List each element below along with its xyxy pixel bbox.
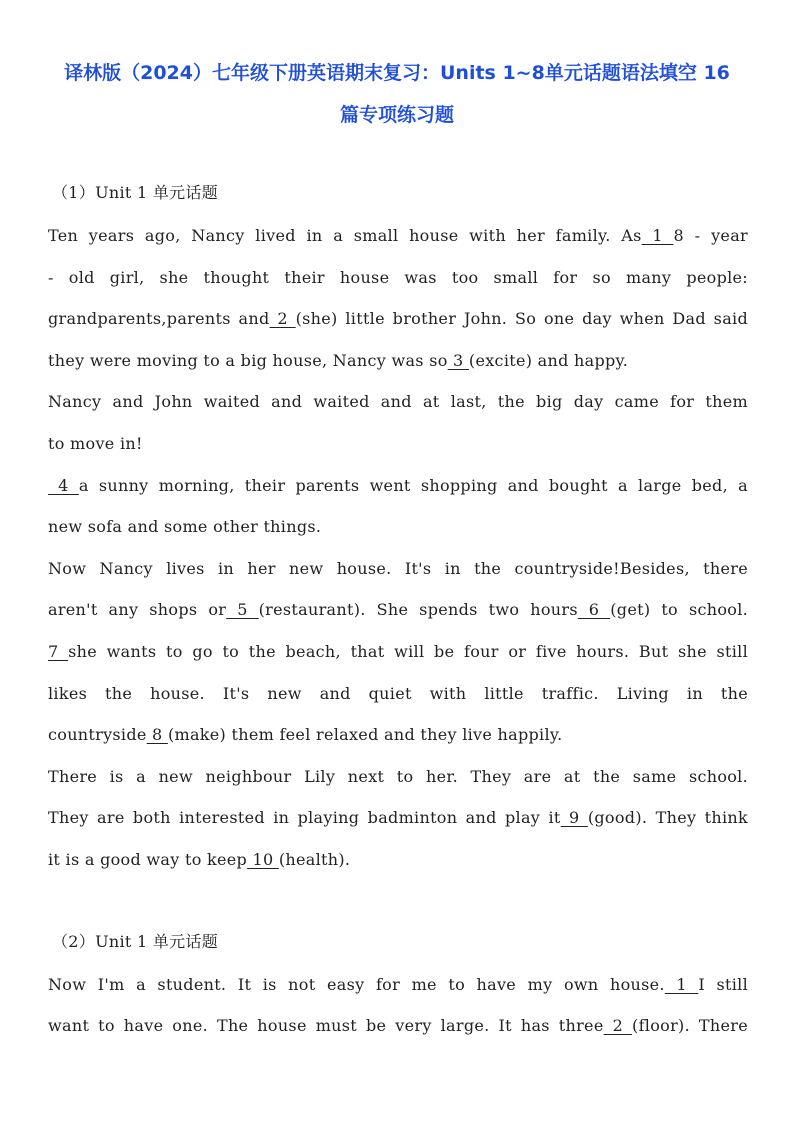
passage-line: new sofa and some other things.	[48, 517, 322, 536]
passage-line: to move in!	[48, 434, 143, 453]
blank-9: 9	[560, 808, 588, 827]
blank-1: 1	[664, 975, 699, 994]
passage-line: Nancy and John waited and waited and at last, the big day came for them	[48, 392, 748, 411]
text-span: (health).	[278, 850, 351, 869]
text-span: I still	[698, 975, 748, 994]
text-span: grandparents,parents and	[48, 309, 270, 328]
blank-6: 6	[577, 600, 611, 619]
text-span: aren't any shops or	[48, 600, 227, 619]
blank-2: 2	[603, 1016, 633, 1035]
text-span: it is a good way to keep	[48, 850, 248, 869]
passage-line	[48, 598, 748, 622]
passage-line	[48, 848, 748, 872]
title-line-1: 译林版（2024）七年级下册英语期末复习：Units 1~8单元话题语法填空 16	[64, 62, 730, 84]
blank-2: 2	[269, 309, 296, 328]
text-span: a sunny morning, their parents went shopping and bought a large bed, a	[78, 476, 748, 495]
section-1-heading: （1）Unit 1 单元话题	[52, 183, 219, 202]
text-span: countryside	[48, 725, 147, 744]
text-span: Now I'm a student. It is not easy for me to have my own house.	[48, 975, 665, 994]
passage-line: There is a new neighbour Lily next to her. They are at the same school.	[48, 767, 748, 786]
passage-line	[48, 1014, 748, 1038]
text-span: They are both interested in playing badminton and play it	[48, 808, 561, 827]
text-span: (get) to school.	[610, 600, 748, 619]
blank-1: 1	[641, 226, 674, 245]
passage-line	[48, 224, 748, 248]
document-title	[40, 52, 754, 136]
text-span: (make) them feel relaxed and they live happily.	[167, 725, 563, 744]
text-span: she wants to go to the beach, that will be four or five hours. But she still	[68, 642, 748, 661]
blank-4: 4	[48, 476, 79, 495]
text-span: (restaurant). She spends two hours	[258, 600, 578, 619]
passage-line	[48, 349, 748, 373]
passage-line	[48, 474, 748, 498]
blank-7: 7	[48, 642, 69, 661]
blank-3: 3	[447, 351, 469, 370]
passage-line	[48, 307, 748, 331]
blank-10: 10	[247, 850, 279, 869]
blank-8: 8	[146, 725, 168, 744]
passage-line	[48, 806, 748, 830]
blank-5: 5	[226, 600, 259, 619]
text-span: they were moving to a big house, Nancy was so	[48, 351, 448, 370]
passage-line	[48, 723, 748, 747]
passage-line	[48, 973, 748, 997]
text-span: 8 - year	[673, 226, 748, 245]
passage-line: - old girl, she thought their house was too small for so many people:	[48, 268, 748, 287]
text-span: Ten years ago, Nancy lived in a small house with her family. As	[48, 226, 642, 245]
passage-line	[48, 640, 748, 664]
text-span: want to have one. The house must be very large. It has three	[48, 1016, 604, 1035]
section-2-heading: （2）Unit 1 单元话题	[52, 932, 219, 951]
text-span: (she) little brother John. So one day when Dad said	[295, 309, 748, 328]
passage-line: likes the house. It's new and quiet with little traffic. Living in the	[48, 684, 748, 703]
title-line-2: 篇专项练习题	[339, 104, 454, 126]
text-span: (good). They think	[587, 808, 748, 827]
passage-line: Now Nancy lives in her new house. It's in the countryside!Besides, there	[48, 559, 748, 578]
text-span: (excite) and happy.	[468, 351, 629, 370]
text-span: (floor). There	[632, 1016, 748, 1035]
